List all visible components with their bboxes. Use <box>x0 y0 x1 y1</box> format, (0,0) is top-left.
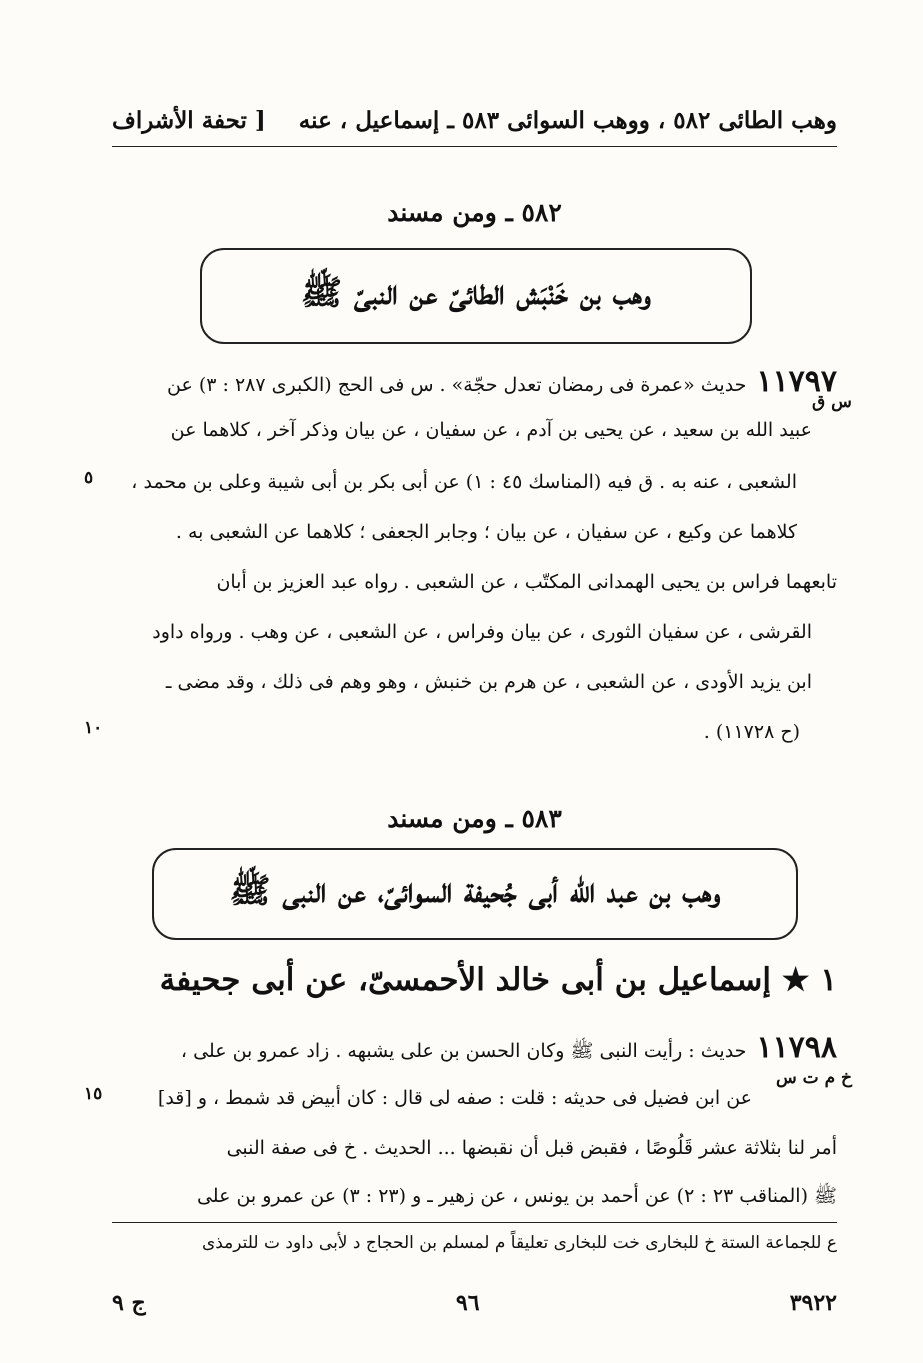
section-583-title: ٥٨٣ ـ ومن مسند <box>387 804 562 833</box>
page-number: ٩٦ <box>455 1290 480 1316</box>
sigla-legend: ع للجماعة الستة خ للبخارى خت للبخارى تعليقاً م لمسلم بن الحجاج د لأبى داود ت للترمذى <box>201 1233 837 1253</box>
section-583-box-text: وهب بن عبد الله أبى جُحيفة السوائىّ، عن النبى ﷺ <box>229 870 721 911</box>
page-footer <box>112 1290 837 1316</box>
margin-siglum: س ق <box>812 392 852 412</box>
narrator-heading-text: إسماعيل بن أبى خالد الأحمسىّ، عن أبى جحيفة <box>159 962 771 998</box>
hadith-11798-line-3: أمر لنا بثلاثة عشر قَلُوصًا ، فقبض قبل أن نقبضها ... الحديث . خ فى صفة النبى <box>226 1137 837 1159</box>
hadith-11797-line-4: كلاهما عن وكيع ، عن سفيان ، عن بيان ؛ وجابر الجعفى ؛ كلاهما عن الشعبى به . <box>175 521 797 543</box>
volume-number: ج ٩ <box>112 1290 146 1316</box>
line-marker-10: ١٠ <box>84 718 103 738</box>
hadith-11797-line-5: تابعهما فراس بن يحيى الهمدانى المكتّب ، عن الشعبى . رواه عبد العزيز بن أبان <box>216 571 837 593</box>
line-marker-15: ١٥ <box>84 1084 103 1104</box>
running-header <box>112 98 837 142</box>
hadith-number: ١١٧٩٧ <box>756 364 837 399</box>
hadith-11798-line-2: عن ابن فضيل فى حديثه : قلت : صفه لى قال : كان أبيض قد شمط ، و [قد] <box>157 1087 752 1109</box>
section-582-box-text: وهب بن خَنْبَش الطائىّ عن النبىّ ﷺ <box>300 272 652 313</box>
hadith-11797-line-6: القرشى ، عن سفيان الثورى ، عن بيان وفراس ، عن الشعبى ، عن وهب . ورواه داود <box>152 621 812 643</box>
header-left: [ تحفة الأشراف <box>112 106 266 134</box>
line-marker-5: ٥ <box>84 468 94 488</box>
running-number: ٣٩٢٢ <box>789 1290 837 1316</box>
section-582-box <box>200 248 752 344</box>
header-right: وهب الطائى ٥٨٢ ، ووهب السوائى ٥٨٣ ـ إسماعيل ، عنه <box>298 106 837 134</box>
hadith-11797-line-1: ١١٧٩٧حديث «عمرة فى رمضان تعدل حجّة» . س فى الحج (الكبرى ٢٨٧ : ٣) عن <box>166 364 837 399</box>
hadith-number: ١١٧٩٨ <box>756 1030 837 1065</box>
hadith-11798-line-1: ١١٧٩٨حديث : رأيت النبى ﷺ وكان الحسن بن على يشبهه . زاد عمرو بن على ، <box>180 1030 837 1065</box>
hadith-11797-line-7: ابن يزيد الأودى ، عن الشعبى ، عن هرم بن خنبش ، وهو وهم فى ذلك ، وقد مضى ـ <box>165 671 812 693</box>
section-583-box <box>152 848 798 940</box>
narrator-heading <box>112 962 837 998</box>
margin-siglum-2: خ م ت س <box>776 1068 853 1088</box>
footnote-rule <box>112 1222 837 1223</box>
hadith-11797-line-2: عبيد الله بن سعيد ، عن يحيى بن آدم ، عن سفيان ، عن بيان وذكر آخر ، كلاهما عن <box>170 419 812 441</box>
section-582-title: ٥٨٢ ـ ومن مسند <box>387 198 562 227</box>
hadith-11797-line-8: (ح ١١٧٢٨) . <box>703 721 800 743</box>
header-rule <box>112 146 837 147</box>
narrator-marker: ١ ★ <box>781 962 837 998</box>
hadith-11798-line-4: ﷺ (المناقب ٢٣ : ٢) عن أحمد بن يونس ، عن زهير ـ و (٢٣ : ٣) عن عمرو بن على <box>196 1185 837 1207</box>
hadith-11797-line-3: الشعبى ، عنه به . ق فيه (المناسك ٤٥ : ١) عن أبى بكر بن أبى شيبة وعلى بن محمد ، <box>131 471 797 493</box>
